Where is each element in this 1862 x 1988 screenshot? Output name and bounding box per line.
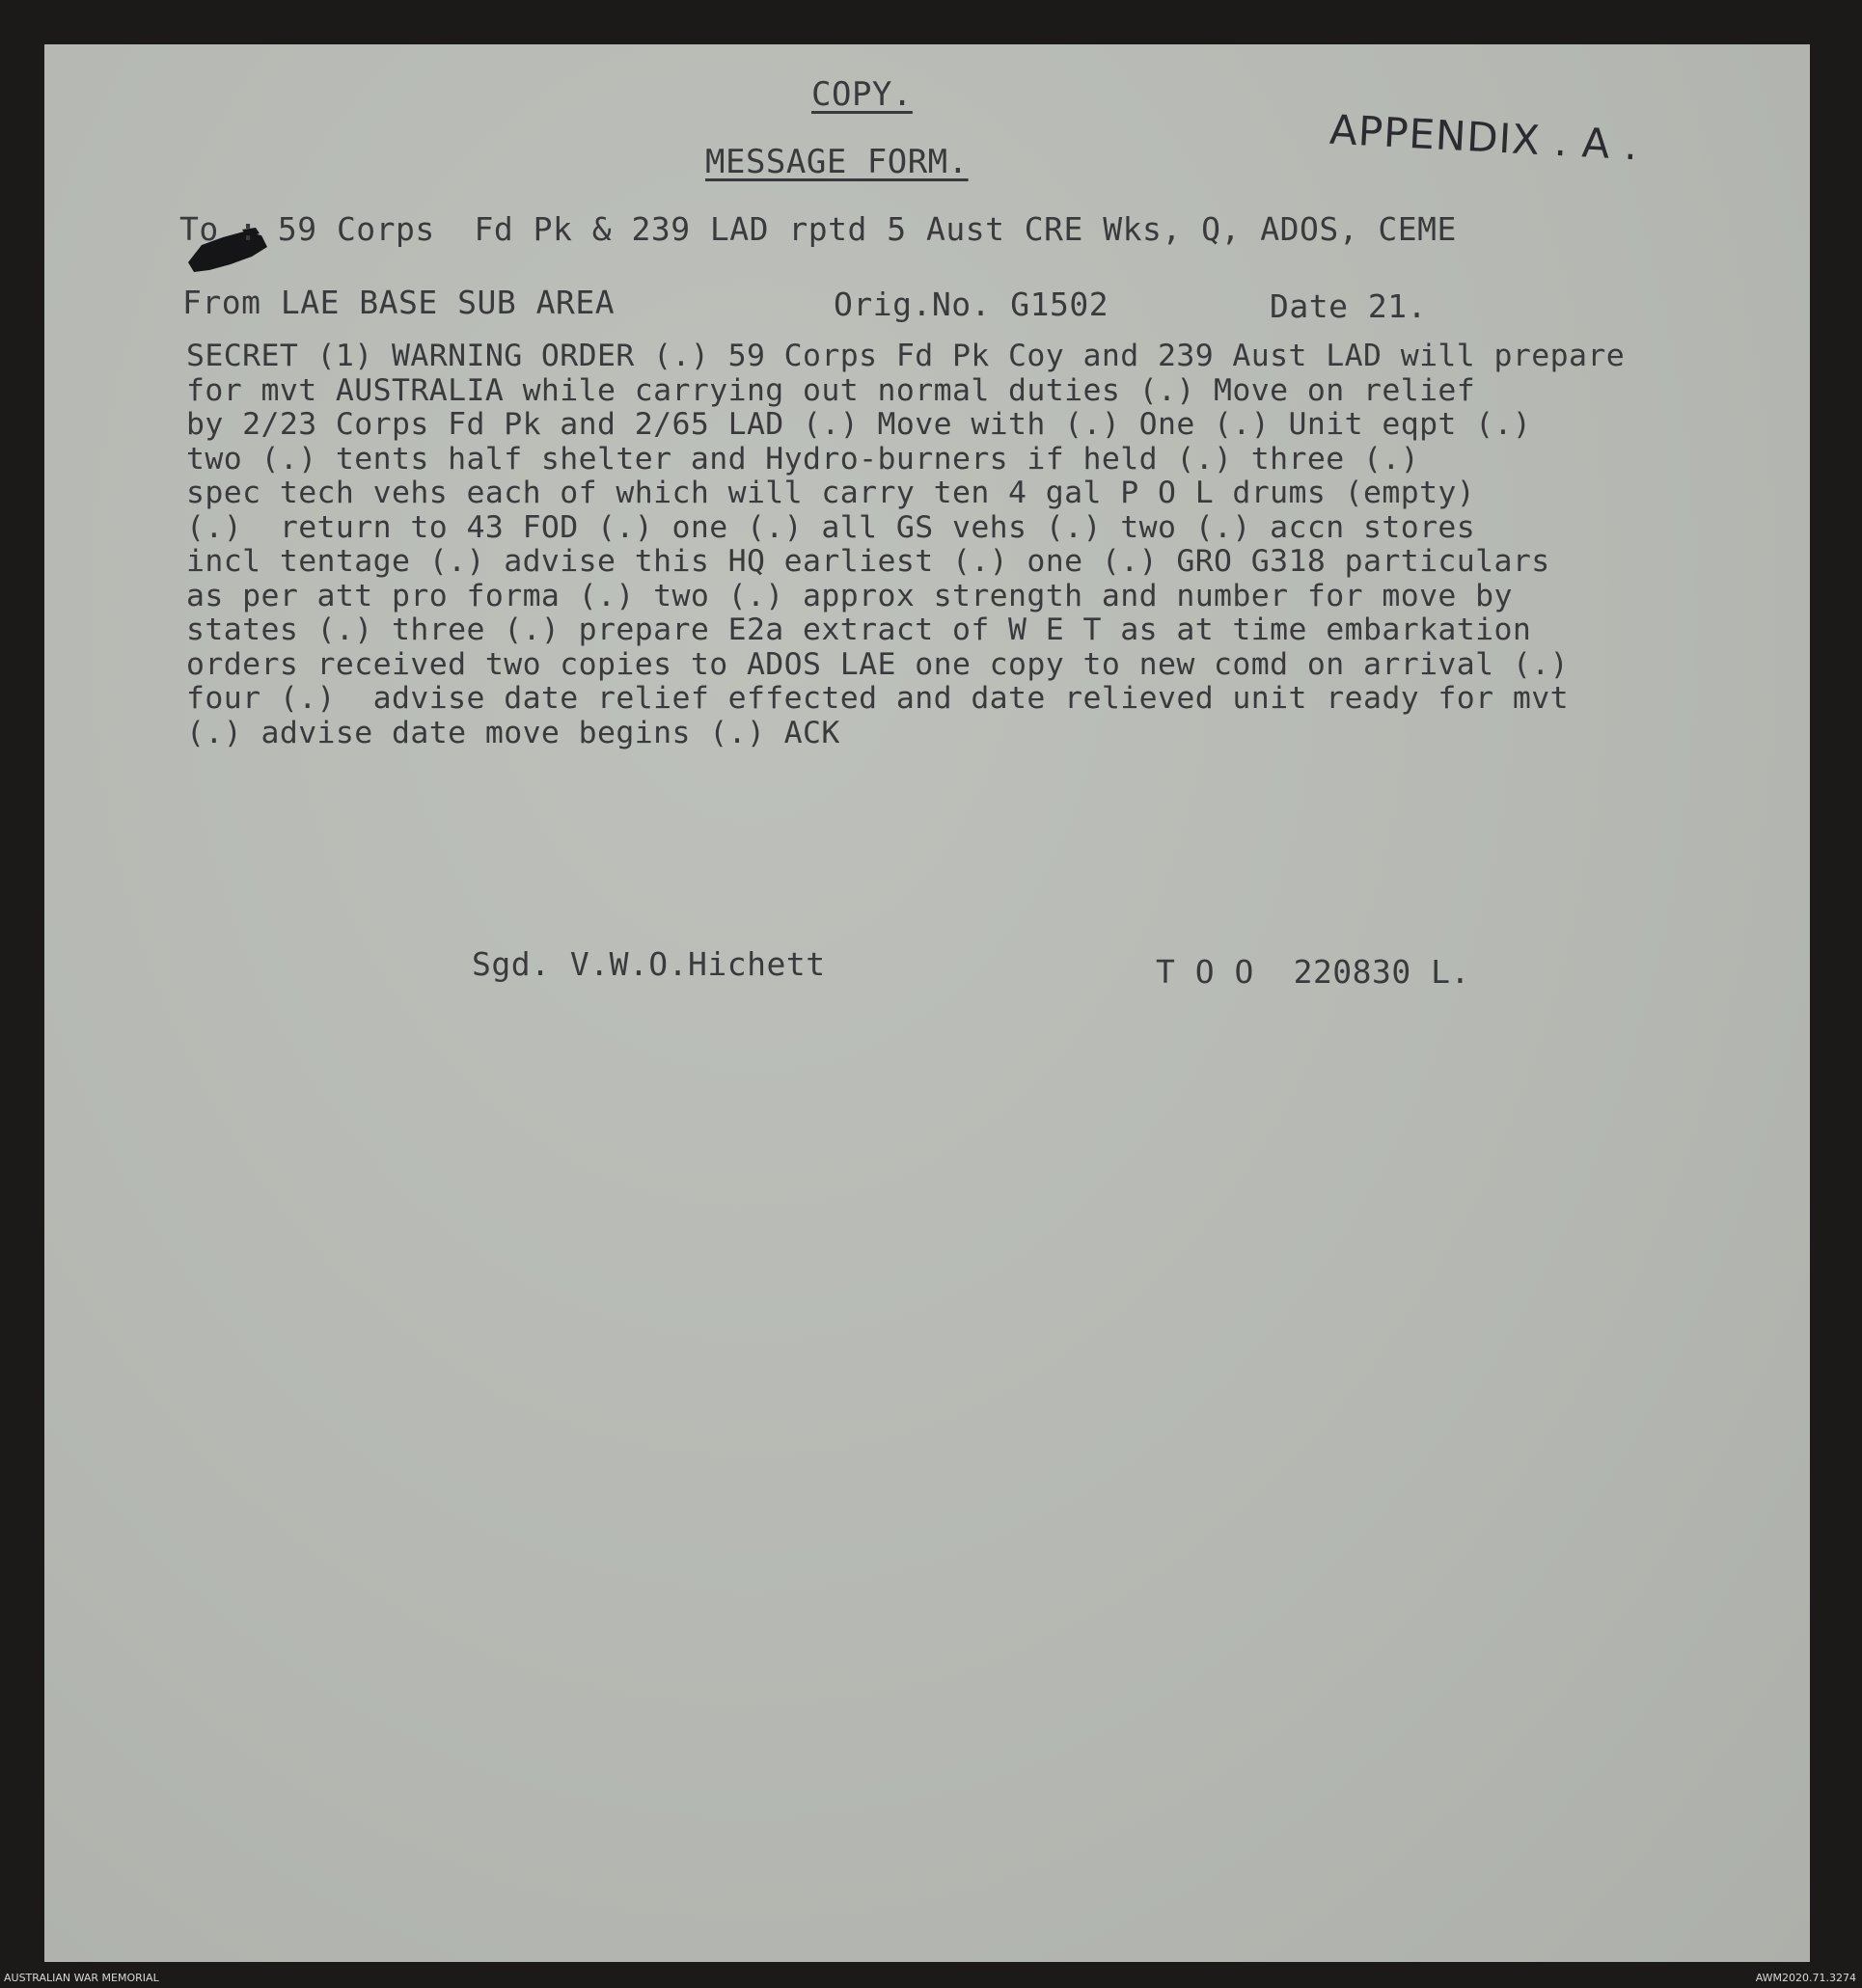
body-line: four (.) advise date relief effected and date relieved unit ready for mvt — [186, 681, 1569, 716]
footer-accession: AWM2020.71.3274 — [1755, 1972, 1856, 1984]
body-line: spec tech vehs each of which will carry ten 4 gal P O L drums (empty) — [186, 476, 1476, 510]
body-line: as per att pro forma (.) two (.) approx strength and number for move by — [186, 578, 1513, 613]
message-form-sheet — [44, 44, 1810, 1962]
copy-heading: COPY. — [811, 75, 913, 114]
signature: Sgd. V.W.O.Hichett — [472, 945, 826, 983]
body-line: two (.) tents half shelter and Hydro-burners if held (.) three (.) — [186, 441, 1420, 477]
body-line: for mvt AUSTRALIA while carrying out normal duties (.) Move on relief — [186, 372, 1476, 408]
body-line: (.) advise date move begins (.) ACK — [186, 715, 840, 750]
orig-no-field: Orig.No. G1502 — [834, 286, 1109, 323]
form-title: MESSAGE FORM. — [705, 143, 969, 181]
appendix-annotation: APPENDIX . A . — [1328, 105, 1640, 170]
body-line: by 2/23 Corps Fd Pk and 2/65 LAD (.) Move with (.) One (.) Unit eqpt (.) — [186, 407, 1532, 442]
time-of-origin: T O O 220830 L. — [1156, 953, 1470, 991]
body-line: (.) return to 43 FOD (.) one (.) all GS vehs (.) two (.) accn stores — [186, 509, 1476, 545]
body-line: states (.) three (.) prepare E2a extract of W E T as at time embarkation — [186, 613, 1532, 647]
to-line: To : 59 Corps Fd Pk & 239 LAD rptd 5 Aust CRE Wks, Q, ADOS, CEME — [179, 210, 1457, 248]
footer-credit: AUSTRALIAN WAR MEMORIAL — [4, 1972, 159, 1984]
body-line: orders received two copies to ADOS LAE one copy to new comd on arrival (.) — [186, 646, 1569, 682]
from-field: From LAE BASE SUB AREA — [182, 284, 616, 321]
date-field: Date 21. — [1270, 287, 1427, 325]
body-line: SECRET (1) WARNING ORDER (.) 59 Corps Fd Pk Coy and 239 Aust LAD will prepare — [186, 339, 1626, 373]
message-body — [186, 340, 1807, 750]
body-line: incl tentage (.) advise this HQ earliest (.) one (.) GRO G318 particulars — [186, 544, 1550, 579]
